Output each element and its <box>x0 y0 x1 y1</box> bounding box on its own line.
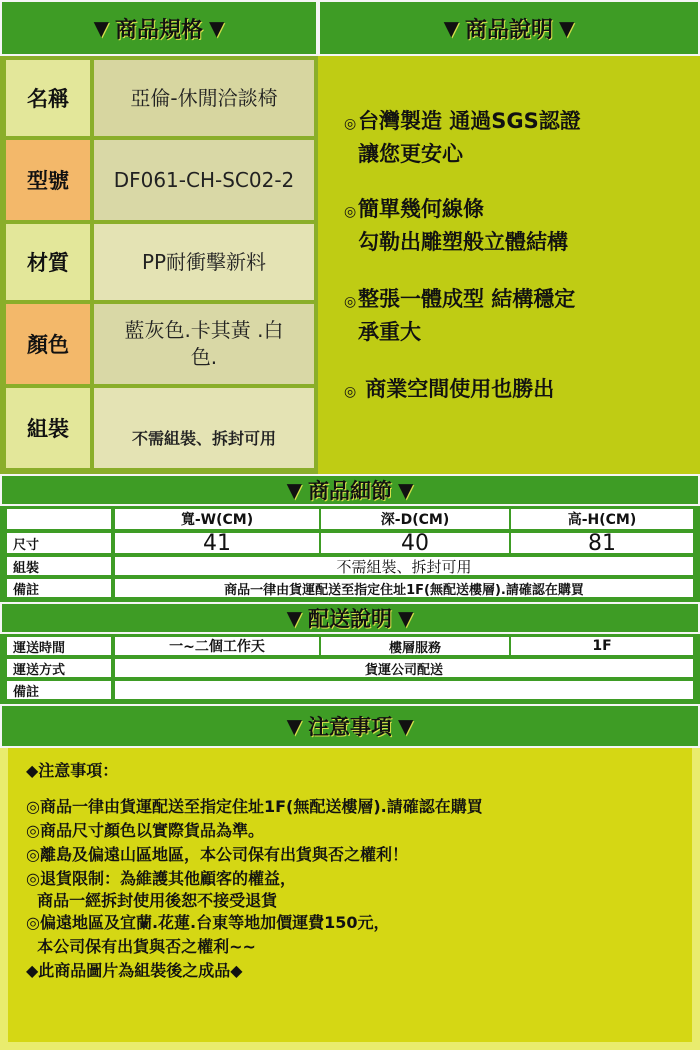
circle-bullet-icon: ◎ <box>344 204 357 220</box>
spec-row-material <box>6 224 314 300</box>
floor-service-value: 1F <box>510 636 694 656</box>
ship-method-label: 運送方式 <box>6 658 112 678</box>
notice-header <box>0 704 700 748</box>
notice-line: 商品一經拆封使用後恕不接受退貨 <box>26 891 278 910</box>
triangle-down-icon: ▼ <box>93 16 109 40</box>
size-depth-value: 40 <box>320 532 510 554</box>
circle-bullet-icon: ◎ <box>344 384 357 400</box>
desc-header-title: 商品說明 <box>464 17 553 43</box>
shipping-header <box>0 602 700 634</box>
circle-bullet-icon: ◎ <box>344 116 357 132</box>
spec-header-title: 商品規格 <box>114 17 203 43</box>
size-width-value: 41 <box>114 532 320 554</box>
description-panel <box>318 56 700 474</box>
spec-row-model <box>6 140 314 220</box>
desc-item <box>344 284 694 347</box>
notice-header-title: 注意事項 <box>308 715 392 739</box>
circle-bullet-icon: ◎ <box>344 294 357 310</box>
triangle-down-icon: ▼ <box>286 714 302 738</box>
assembly-label: 組裝 <box>6 556 112 576</box>
ship-method-value: 貨運公司配送 <box>114 658 694 678</box>
triangle-down-icon: ▼ <box>398 714 414 738</box>
triangle-down-icon: ▼ <box>398 478 414 502</box>
spec-value: DF061-CH-SC02-2 <box>94 140 314 220</box>
spec-value: 亞倫-休閒洽談椅 <box>94 60 314 136</box>
ship-time-label: 運送時間 <box>6 636 112 656</box>
shipping-header-title: 配送說明 <box>308 607 392 631</box>
notice-line: ◎離島及偏遠山區地區，本公司保有出貨與否之權利！ <box>26 845 408 864</box>
notice-title: ◆注意事項： <box>26 761 119 780</box>
remark-value: 商品一律由貨運配送至指定住址1F(無配送樓層).請確認在購買 <box>114 578 694 598</box>
detail-table <box>0 506 700 602</box>
spec-label: 材質 <box>6 224 90 300</box>
ship-time-value: 一~二個工作天 <box>114 636 320 656</box>
spec-value: PP耐衝擊新料 <box>94 224 314 300</box>
triangle-down-icon: ▼ <box>286 478 302 502</box>
spec-header <box>0 0 318 56</box>
col-width-header: 寬-W(CM) <box>114 508 320 530</box>
notice-line: ◎退貨限制：為維護其他顧客的權益， <box>26 869 296 888</box>
col-depth-header: 深-D(CM) <box>320 508 510 530</box>
shipping-table <box>0 634 700 704</box>
remark-label: 備註 <box>6 578 112 598</box>
floor-service-label: 樓層服務 <box>320 636 510 656</box>
desc-line: 承重大 <box>358 320 421 344</box>
spec-row-assembly <box>6 388 314 468</box>
triangle-down-icon: ▼ <box>398 606 414 630</box>
desc-item <box>344 106 694 169</box>
assembly-value: 不需組裝、拆封可用 <box>114 556 694 576</box>
spec-label: 組裝 <box>6 388 90 468</box>
desc-line: 勾勒出雕塑般立體結構 <box>358 230 568 254</box>
spec-value: 不需組裝、拆封可用 <box>94 388 314 468</box>
notice-line: ◎偏遠地區及宜蘭.花蓮.台東等地加價運費150元， <box>26 913 390 932</box>
spec-label: 名稱 <box>6 60 90 136</box>
desc-line: 讓您更安心 <box>358 142 463 166</box>
notice-line: ◎商品一律由貨運配送至指定住址1F(無配送樓層).請確認在購買 <box>26 797 483 816</box>
ship-remark-label: 備註 <box>6 680 112 700</box>
col-height-header: 高-H(CM) <box>510 508 694 530</box>
detail-header <box>0 474 700 506</box>
spec-label: 型號 <box>6 140 90 220</box>
desc-line: 商業空間使用也勝出 <box>358 377 555 401</box>
desc-line: 整張一體成型 結構穩定 <box>358 287 576 311</box>
triangle-down-icon: ▼ <box>443 16 459 40</box>
size-height-value: 81 <box>510 532 694 554</box>
triangle-down-icon: ▼ <box>286 606 302 630</box>
notice-panel <box>8 748 692 1042</box>
desc-line: 台灣製造 通過SGS認證 <box>358 109 581 133</box>
spec-label: 顏色 <box>6 304 90 384</box>
desc-header <box>318 0 700 56</box>
ship-remark-value <box>114 680 694 700</box>
spec-table <box>0 56 318 474</box>
notice-line: 本公司保有出貨與否之權利~~ <box>26 937 256 956</box>
spec-row-color <box>6 304 314 384</box>
detail-header-title: 商品細節 <box>308 479 392 503</box>
triangle-down-icon: ▼ <box>209 16 225 40</box>
detail-corner-cell <box>6 508 112 530</box>
notice-line: ◎商品尺寸顏色以實際貨品為準。 <box>26 821 264 840</box>
notice-footer: ◆此商品圖片為組裝後之成品◆ <box>26 961 243 980</box>
size-label: 尺寸 <box>6 532 112 554</box>
spec-value: 藍灰色.卡其黃 .白色. <box>94 304 314 384</box>
spec-row-name <box>6 60 314 136</box>
desc-item <box>344 194 694 257</box>
desc-line: 簡單幾何線條 <box>358 197 484 221</box>
desc-item <box>344 374 694 407</box>
triangle-down-icon: ▼ <box>559 16 575 40</box>
